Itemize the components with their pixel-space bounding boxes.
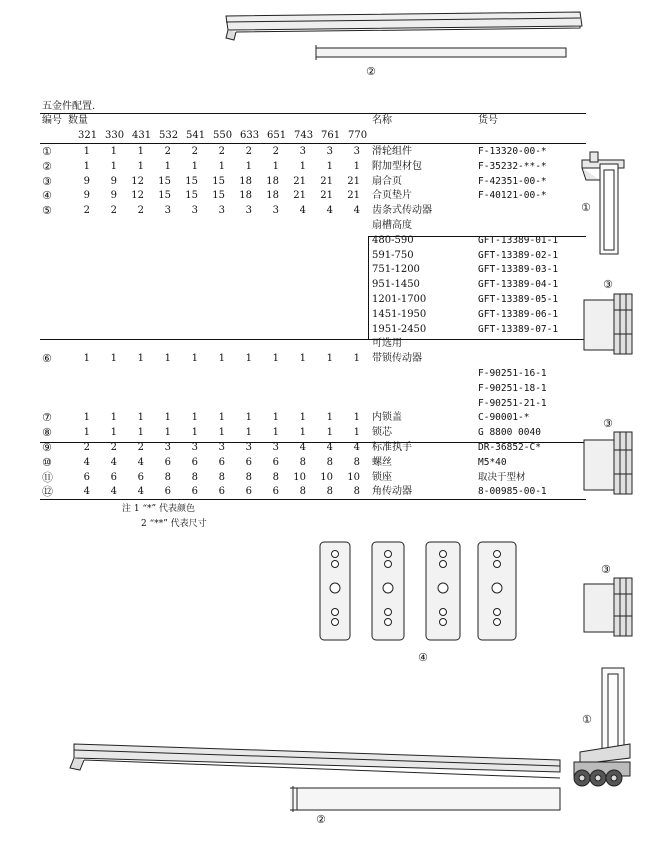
row-part-number: G 8800 0040 — [478, 427, 541, 439]
qty-cell: 1 — [83, 353, 90, 365]
table-title: 五金件配置. — [42, 101, 96, 112]
qty-cell: 3 — [272, 205, 279, 217]
row-code: ⑦ — [42, 411, 52, 425]
qty-cell: 21 — [347, 175, 360, 187]
qty-cell: 8 — [272, 471, 279, 483]
qty-cell: 1 — [110, 160, 117, 172]
qty-cell: 1 — [137, 146, 144, 157]
row-code: ⑤ — [42, 204, 52, 218]
qty-cell: 9 — [83, 190, 90, 202]
row-name: 1951-2450 — [372, 323, 427, 335]
qty-cell: 2 — [83, 205, 90, 217]
qty-cell: 1 — [218, 412, 225, 424]
spacer-hole — [440, 561, 447, 568]
top-profile-label: ② — [366, 65, 376, 78]
row-name: 附加型材包 — [372, 160, 422, 172]
size-header-cell: 431 — [132, 130, 152, 141]
qty-cell: 1 — [299, 353, 306, 365]
roller-bottom-label: ① — [582, 713, 592, 726]
qty-cell: 3 — [191, 442, 198, 453]
row-name: 内锁盖 — [372, 412, 402, 424]
spacer-hole — [332, 619, 339, 626]
row-name: 标准执手 — [372, 442, 412, 453]
row-name: 可选用 — [372, 338, 402, 350]
qty-cell: 1 — [245, 427, 252, 439]
qty-cell: 6 — [110, 471, 117, 483]
qty-cell: 3 — [164, 205, 171, 217]
qty-cell: 4 — [137, 486, 144, 498]
row-code: ⑪ — [42, 470, 53, 484]
qty-cell: 3 — [299, 146, 306, 157]
spacer-hole — [385, 561, 392, 568]
spacer-hole — [383, 583, 393, 593]
qty-cell: 18 — [239, 175, 252, 187]
note-1: 注 1 “*” 代表颜色 — [122, 504, 196, 514]
row-part-number: M5*40 — [478, 456, 507, 468]
qty-cell: 12 — [131, 175, 144, 187]
qty-cell: 21 — [293, 190, 306, 202]
qty-cell: 1 — [218, 353, 225, 365]
row-part-number: F-90251-16-1 — [478, 368, 547, 379]
row-part-number: F-35232-**-* — [478, 160, 547, 172]
qty-cell: 4 — [326, 442, 333, 453]
qty-cell: 3 — [191, 205, 198, 217]
qty-cell: 2 — [137, 442, 144, 453]
row-name: 锁座 — [372, 471, 392, 483]
qty-cell: 1 — [164, 353, 171, 365]
row-part-number: 8-00985-00-1 — [478, 486, 547, 498]
qty-cell: 9 — [110, 175, 117, 187]
roller-assembly-drawing-bottom — [560, 664, 660, 794]
spacer-hole — [494, 619, 501, 626]
qty-cell: 2 — [245, 146, 252, 157]
size-header-cell: 330 — [105, 130, 125, 141]
qty-cell: 4 — [353, 205, 360, 217]
qty-cell: 6 — [272, 486, 279, 498]
qty-cell: 1 — [137, 160, 144, 172]
header-part-no: 货号 — [478, 115, 498, 126]
qty-cell: 15 — [158, 175, 171, 187]
spacer-hole — [440, 619, 447, 626]
qty-cell: 1 — [353, 427, 360, 439]
hinge-drawing-2 — [580, 428, 640, 498]
qty-cell: 4 — [83, 456, 90, 468]
hinge-drawing-1 — [580, 290, 640, 358]
qty-cell: 1 — [245, 353, 252, 365]
row-code: ⑥ — [42, 352, 52, 366]
qty-cell: 21 — [320, 190, 333, 202]
qty-cell: 1 — [191, 412, 198, 424]
size-header-cell: 550 — [213, 130, 233, 141]
row-code: ③ — [42, 174, 52, 188]
row-part-number: F-90251-21-1 — [478, 397, 547, 409]
qty-cell: 1 — [164, 160, 171, 172]
roller-assembly-drawing-top — [560, 140, 650, 260]
row-part-number: 取决于型材 — [478, 471, 526, 483]
qty-cell: 1 — [83, 412, 90, 424]
row-name: 螺丝 — [372, 456, 392, 468]
qty-cell: 1 — [110, 353, 117, 365]
qty-cell: 1 — [191, 427, 198, 439]
qty-cell: 6 — [137, 471, 144, 483]
note-2: 2 “**” 代表尺寸 — [141, 519, 207, 529]
size-header-cell: 532 — [159, 130, 179, 141]
size-header-cell: 651 — [267, 130, 287, 141]
row-name: 751-1200 — [372, 264, 420, 276]
qty-cell: 1 — [137, 412, 144, 424]
qty-cell: 1 — [110, 412, 117, 424]
qty-cell: 2 — [218, 146, 225, 157]
qty-cell: 15 — [185, 190, 198, 202]
hinge-3-label: ③ — [601, 563, 611, 576]
qty-cell: 1 — [272, 412, 279, 424]
qty-cell: 1 — [218, 160, 225, 172]
spacer-hole — [385, 551, 392, 558]
qty-cell: 8 — [245, 471, 252, 483]
qty-cell: 1 — [137, 353, 144, 365]
top-aluminium-profile-drawing — [0, 0, 666, 100]
qty-cell: 1 — [83, 160, 90, 172]
qty-cell: 2 — [164, 146, 171, 157]
qty-cell: 2 — [110, 442, 117, 453]
row-code: ⑨ — [42, 441, 52, 454]
qty-cell: 18 — [266, 190, 279, 202]
spacer-hole — [494, 561, 501, 568]
qty-cell: 1 — [326, 412, 333, 424]
qty-cell: 12 — [131, 190, 144, 202]
qty-cell: 1 — [245, 412, 252, 424]
row-name: 1201-1700 — [372, 294, 427, 305]
row-part-number: F-42351-00-* — [478, 175, 547, 187]
qty-cell: 2 — [137, 205, 144, 217]
row-name: 480-590 — [372, 234, 414, 246]
qty-cell: 6 — [164, 456, 171, 468]
qty-cell: 4 — [353, 442, 360, 453]
row-name: 带锁传动器 — [372, 353, 422, 365]
spacer-hole — [494, 551, 501, 558]
qty-cell: 1 — [299, 427, 306, 439]
row-part-number: GFT-13389-07-1 — [478, 323, 559, 335]
qty-cell: 1 — [272, 427, 279, 439]
spacers-label: ④ — [418, 651, 428, 664]
row-part-number: GFT-13389-03-1 — [478, 264, 559, 276]
qty-cell: 4 — [299, 205, 306, 217]
qty-cell: 1 — [164, 427, 171, 439]
qty-cell: 15 — [158, 190, 171, 202]
row-name: 扇槽高度 — [372, 220, 412, 231]
spacer-hole — [332, 609, 339, 616]
qty-cell: 8 — [299, 456, 306, 468]
qty-cell: 2 — [110, 205, 117, 217]
spacer-hole — [385, 619, 392, 626]
qty-cell: 8 — [299, 486, 306, 498]
header-name: 名称 — [372, 115, 392, 126]
row-code: ② — [42, 159, 52, 173]
row-part-number: C-90001-* — [478, 412, 530, 424]
qty-cell: 1 — [353, 412, 360, 424]
qty-cell: 1 — [164, 412, 171, 424]
qty-cell: 8 — [191, 471, 198, 483]
qty-cell: 1 — [299, 412, 306, 424]
qty-cell: 6 — [218, 456, 225, 468]
roller-top-label: ① — [581, 201, 591, 214]
size-header-cell: 633 — [240, 130, 260, 141]
qty-cell: 4 — [299, 442, 306, 453]
row-part-number: GFT-13389-04-1 — [478, 279, 559, 291]
hinge-drawing-3 — [580, 574, 640, 640]
qty-cell: 4 — [83, 486, 90, 498]
qty-cell: 8 — [326, 456, 333, 468]
row-part-number: F-13320-00-* — [478, 146, 547, 157]
size-header-cell: 541 — [186, 130, 206, 141]
size-header-cell: 321 — [78, 130, 98, 141]
header-qty: 数量 — [68, 115, 88, 126]
qty-cell: 1 — [83, 427, 90, 439]
row-code: ④ — [42, 189, 52, 203]
hinge-spacer-plates-drawing — [318, 538, 528, 648]
row-name: 齿条式传动器 — [372, 205, 432, 217]
row-name: 角传动器 — [372, 486, 412, 498]
bottom-profile-label: ② — [316, 813, 326, 826]
row-part-number: DR-36852-C* — [478, 442, 541, 453]
size-header-cell: 761 — [321, 130, 341, 141]
qty-cell: 8 — [353, 456, 360, 468]
qty-cell: 6 — [83, 471, 90, 483]
row-part-number: F-90251-18-1 — [478, 382, 547, 394]
qty-cell: 15 — [185, 175, 198, 187]
spacer-hole — [330, 583, 340, 593]
qty-cell: 3 — [353, 146, 360, 157]
qty-cell: 1 — [272, 353, 279, 365]
qty-cell: 18 — [266, 175, 279, 187]
qty-cell: 3 — [245, 442, 252, 453]
spacer-hole — [440, 551, 447, 558]
qty-cell: 1 — [326, 160, 333, 172]
hinge-2-label: ③ — [603, 417, 613, 430]
qty-cell: 6 — [191, 486, 198, 498]
row-name: 591-750 — [372, 249, 414, 261]
qty-cell: 3 — [326, 146, 333, 157]
row-name: 滑轮组件 — [372, 146, 412, 157]
qty-cell: 8 — [353, 486, 360, 498]
qty-cell: 8 — [164, 471, 171, 483]
spacer-hole — [440, 609, 447, 616]
qty-cell: 2 — [272, 146, 279, 157]
qty-cell: 3 — [218, 205, 225, 217]
row-part-number: GFT-13389-01-1 — [478, 234, 559, 246]
qty-cell: 1 — [218, 427, 225, 439]
spacer-hole — [492, 583, 502, 593]
qty-cell: 15 — [212, 175, 225, 187]
qty-cell: 3 — [272, 442, 279, 453]
hinge-1-label: ③ — [603, 278, 613, 291]
qty-cell: 2 — [191, 146, 198, 157]
spacer-hole — [385, 609, 392, 616]
qty-cell: 4 — [110, 456, 117, 468]
qty-cell: 6 — [164, 486, 171, 498]
qty-cell: 1 — [353, 353, 360, 365]
qty-cell: 21 — [320, 175, 333, 187]
qty-cell: 4 — [110, 486, 117, 498]
qty-cell: 6 — [218, 486, 225, 498]
qty-cell: 1 — [272, 160, 279, 172]
row-part-number: GFT-13389-02-1 — [478, 249, 559, 261]
size-header-cell: 743 — [294, 130, 314, 141]
qty-cell: 1 — [353, 160, 360, 172]
qty-cell: 10 — [320, 471, 333, 483]
qty-cell: 9 — [83, 175, 90, 187]
qty-cell: 1 — [83, 146, 90, 157]
qty-cell: 1 — [299, 160, 306, 172]
row-name: 合页垫片 — [372, 190, 412, 202]
qty-cell: 21 — [347, 190, 360, 202]
row-code: ⑩ — [42, 455, 52, 469]
row-name: 扇合页 — [372, 175, 402, 187]
spacer-hole — [332, 551, 339, 558]
row-part-number: GFT-13389-05-1 — [478, 294, 559, 305]
spacer-hole — [438, 583, 448, 593]
qty-cell: 10 — [293, 471, 306, 483]
qty-cell: 4 — [326, 205, 333, 217]
qty-cell: 1 — [137, 427, 144, 439]
qty-cell: 2 — [83, 442, 90, 453]
qty-cell: 3 — [218, 442, 225, 453]
qty-cell: 6 — [191, 456, 198, 468]
spacer-hole — [494, 609, 501, 616]
qty-cell: 21 — [293, 175, 306, 187]
row-code: ⑫ — [42, 485, 53, 499]
row-part-number: GFT-13389-06-1 — [478, 308, 559, 320]
qty-cell: 4 — [137, 456, 144, 468]
qty-cell: 1 — [110, 146, 117, 157]
qty-cell: 6 — [272, 456, 279, 468]
row-code: ① — [42, 145, 52, 158]
qty-cell: 1 — [191, 160, 198, 172]
row-name: 951-1450 — [372, 279, 420, 291]
qty-cell: 3 — [245, 205, 252, 217]
row-part-number: F-40121-00-* — [478, 190, 547, 202]
qty-cell: 1 — [110, 427, 117, 439]
size-header-cell: 770 — [348, 130, 368, 141]
qty-cell: 15 — [212, 190, 225, 202]
qty-cell: 1 — [245, 160, 252, 172]
qty-cell: 8 — [326, 486, 333, 498]
qty-cell: 6 — [245, 486, 252, 498]
qty-cell: 3 — [164, 442, 171, 453]
qty-cell: 18 — [239, 190, 252, 202]
row-code: ⑧ — [42, 426, 52, 440]
qty-cell: 1 — [326, 427, 333, 439]
row-name: 1451-1950 — [372, 308, 427, 320]
row-name: 锁芯 — [372, 427, 392, 439]
qty-cell: 8 — [218, 471, 225, 483]
qty-cell: 9 — [110, 190, 117, 202]
spacer-hole — [332, 561, 339, 568]
qty-cell: 6 — [245, 456, 252, 468]
qty-cell: 10 — [347, 471, 360, 483]
qty-cell: 1 — [191, 353, 198, 365]
header-code: 编号 — [42, 115, 62, 126]
qty-cell: 1 — [326, 353, 333, 365]
